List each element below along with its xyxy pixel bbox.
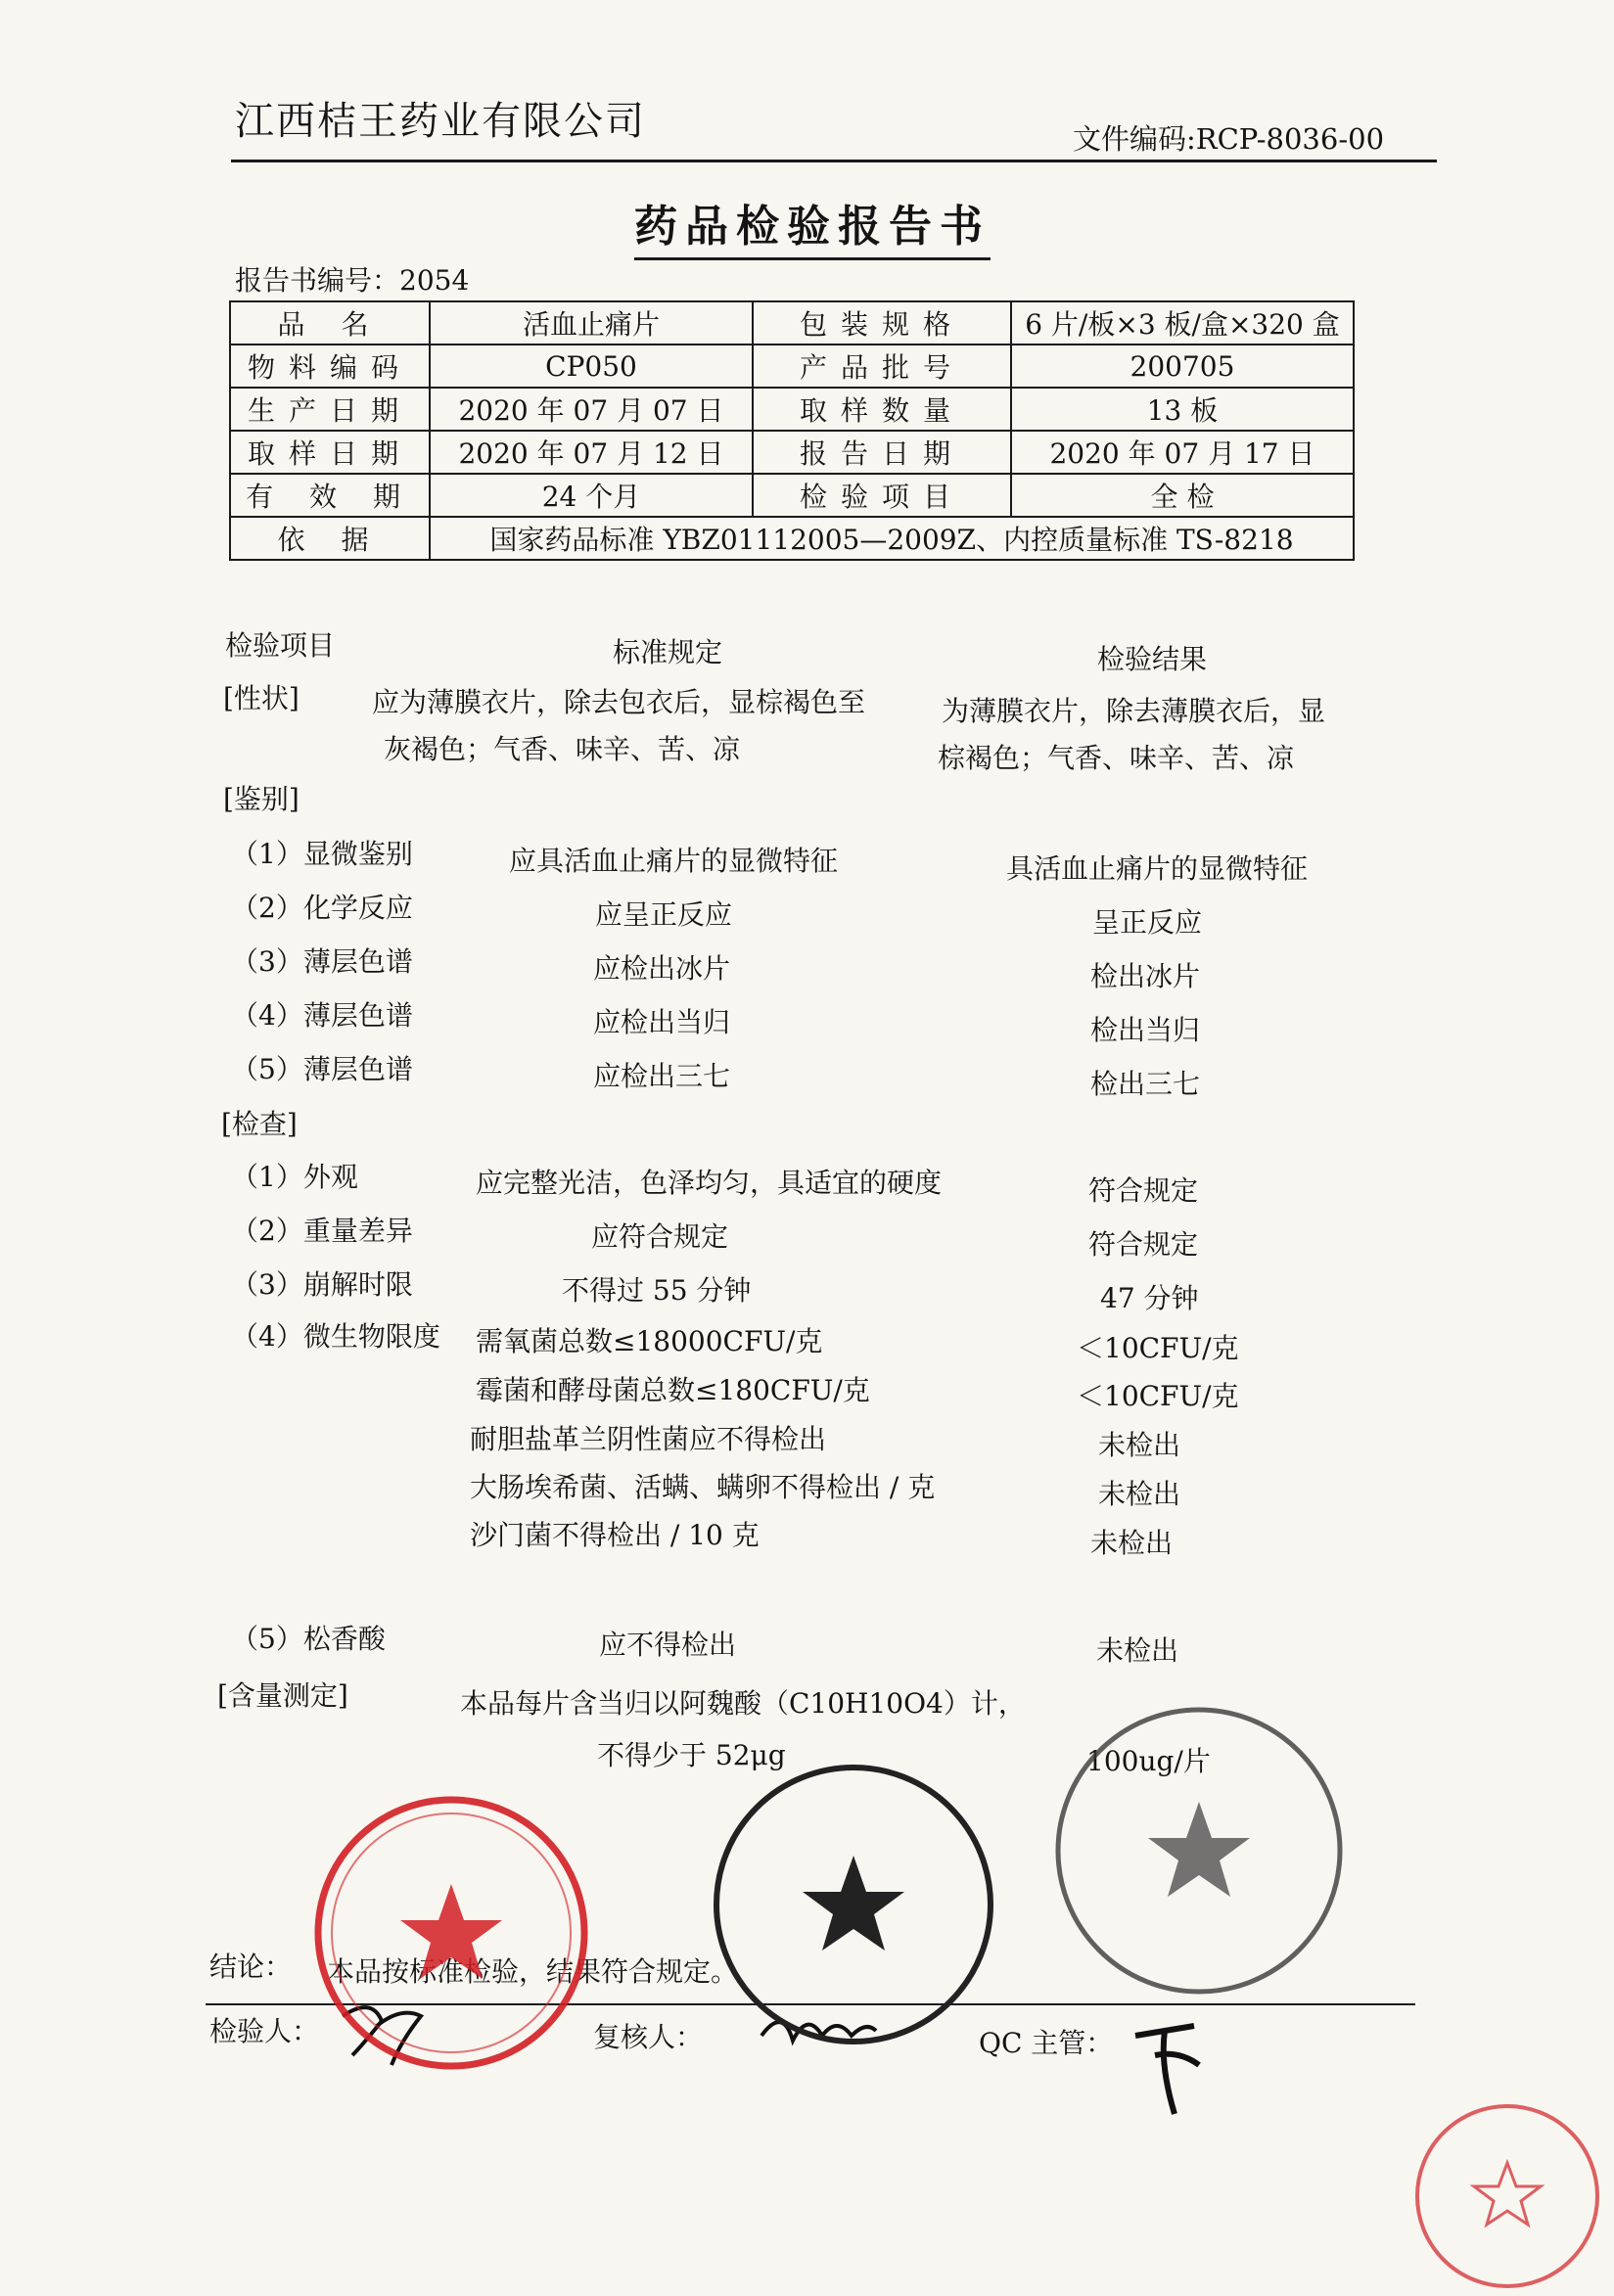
table-row	[230, 301, 1354, 344]
inspection-result: 47 分钟	[1100, 1282, 1199, 1314]
identification-item: （1）显微鉴别	[231, 838, 413, 870]
identification-standard: 应检出三七	[593, 1060, 731, 1092]
quality-seal	[309, 1791, 593, 2075]
identification-standard: 应具活血止痛片的显微特征	[509, 845, 839, 877]
sample-qty-label: 取样数量	[753, 388, 1011, 431]
inspection-result: ＜10CFU/克	[1077, 1332, 1239, 1364]
identification-result: 呈正反应	[1092, 906, 1203, 939]
inspection-item: （3）崩解时限	[231, 1268, 413, 1301]
test-items-value: 全 检	[1011, 474, 1354, 517]
inspection-result: 未检出	[1098, 1478, 1181, 1510]
inspection-standard: 应符合规定	[591, 1220, 729, 1253]
report-date-label: 报告日期	[753, 431, 1011, 474]
section-properties: [性状]	[223, 682, 300, 714]
inspection-standard: 沙门菌不得检出 / 10 克	[470, 1519, 760, 1551]
inspection-result: 未检出	[1090, 1527, 1174, 1559]
inspection-item: （1）外观	[231, 1161, 358, 1193]
validity-label: 有 效 期	[230, 474, 430, 517]
table-row	[230, 388, 1354, 431]
conclusion-label: 结论：	[209, 1951, 293, 1983]
identification-item: （5）薄层色谱	[231, 1053, 413, 1085]
report-title: 药品检验报告书	[634, 191, 991, 260]
properties-result-line1: 为薄膜衣片，除去薄膜衣后，显	[942, 695, 1326, 727]
identification-standard: 应呈正反应	[595, 898, 733, 931]
identification-item: （2）化学反应	[231, 892, 413, 924]
inspection-standard: 不得过 55 分钟	[562, 1274, 752, 1307]
section-assay: [含量测定]	[217, 1679, 348, 1712]
sample-date-label: 取样日期	[230, 431, 430, 474]
properties-standard-line2: 灰褐色；气香、味辛、苦、凉	[384, 733, 741, 765]
identification-result: 具活血止痛片的显微特征	[1006, 852, 1309, 885]
inspection-standard: 应不得检出	[599, 1629, 737, 1661]
batch-value: 200705	[1011, 344, 1354, 388]
column-header-standard: 标准规定	[613, 636, 723, 668]
qc-label: QC 主管：	[979, 2027, 1114, 2059]
properties-standard-line1: 应为薄膜衣片，除去包衣后，显棕褐色至	[372, 686, 866, 718]
conclusion-text: 本品按标准检验，结果符合规定。	[327, 1955, 739, 1988]
inspection-result: 符合规定	[1088, 1174, 1199, 1207]
header-divider	[231, 160, 1437, 162]
inspection-item: （5）松香酸	[231, 1623, 386, 1655]
identification-result: 检出三七	[1090, 1068, 1201, 1100]
table-row	[230, 344, 1354, 388]
inspection-item: （2）重量差异	[231, 1215, 413, 1247]
section-inspection: [检查]	[221, 1108, 298, 1140]
identification-standard: 应检出冰片	[593, 952, 731, 985]
production-date-value: 2020 年 07 月 07 日	[430, 388, 753, 431]
inspection-standard: 大肠埃希菌、活螨、螨卵不得检出 / 克	[470, 1471, 936, 1503]
package-label: 包装规格	[753, 301, 1011, 344]
product-name-label: 品 名	[230, 301, 430, 344]
sample-date-value: 2020 年 07 月 12 日	[430, 431, 753, 474]
inspection-result: 未检出	[1096, 1634, 1179, 1667]
material-code-label: 物料编码	[230, 344, 430, 388]
properties-result-line2: 棕褐色；气香、味辛、苦、凉	[938, 742, 1295, 774]
assay-standard-line2: 不得少于 52μg	[597, 1739, 786, 1771]
report-seal-center	[707, 1758, 1000, 2051]
file-code: 文件编码:RCP-8036-00	[1073, 122, 1385, 156]
table-row	[230, 517, 1354, 560]
inspection-result: 符合规定	[1088, 1228, 1199, 1261]
report-seal-right	[1047, 1699, 1351, 2002]
identification-result: 检出当归	[1090, 1014, 1201, 1046]
report-date-value: 2020 年 07 月 17 日	[1011, 431, 1354, 474]
identification-item: （4）薄层色谱	[231, 999, 413, 1032]
table-row	[230, 431, 1354, 474]
identification-standard: 应检出当归	[593, 1006, 731, 1038]
inspection-standard: 耐胆盐革兰阴性菌应不得检出	[470, 1423, 827, 1455]
assay-result: 100ug/片	[1086, 1745, 1211, 1777]
inspection-standard: 霉菌和酵母菌总数≤180CFU/克	[476, 1374, 870, 1406]
identification-result: 检出冰片	[1090, 960, 1201, 992]
basis-value: 国家药品标准 YBZ01112005—2009Z、内控质量标准 TS-8218	[430, 517, 1354, 560]
sample-qty-value: 13 板	[1011, 388, 1354, 431]
company-name: 江西桔王药业有限公司	[235, 99, 646, 144]
inspection-item: （4）微生物限度	[231, 1320, 440, 1353]
product-info-table	[229, 300, 1355, 561]
inspector-label: 检验人：	[209, 2015, 320, 2047]
qc-signature	[1126, 2006, 1214, 2124]
table-row	[230, 474, 1354, 517]
inspection-result: ＜10CFU/克	[1077, 1380, 1239, 1412]
batch-label: 产品批号	[753, 344, 1011, 388]
product-name-value: 活血止痛片	[430, 301, 753, 344]
identification-item: （3）薄层色谱	[231, 945, 413, 978]
inspection-standard: 需氧菌总数≤18000CFU/克	[476, 1325, 823, 1357]
production-date-label: 生产日期	[230, 388, 430, 431]
column-header-item: 检验项目	[225, 629, 336, 662]
test-items-label: 检验项目	[753, 474, 1011, 517]
inspection-seal-corner	[1409, 2098, 1605, 2294]
section-identification: [鉴别]	[223, 783, 300, 815]
material-code-value: CP050	[430, 344, 753, 388]
inspection-result: 未检出	[1098, 1429, 1181, 1461]
report-number: 报告书编号：2054	[235, 264, 470, 297]
column-header-result: 检验结果	[1097, 643, 1208, 675]
reviewer-label: 复核人：	[593, 2021, 704, 2053]
assay-standard-line1: 本品每片含当归以阿魏酸（C10H10O4）计，	[460, 1687, 1026, 1720]
package-value: 6 片/板×3 板/盒×320 盒	[1011, 301, 1354, 344]
validity-value: 24 个月	[430, 474, 753, 517]
basis-label: 依 据	[230, 517, 430, 560]
inspection-standard: 应完整光洁，色泽均匀，具适宜的硬度	[476, 1167, 943, 1199]
